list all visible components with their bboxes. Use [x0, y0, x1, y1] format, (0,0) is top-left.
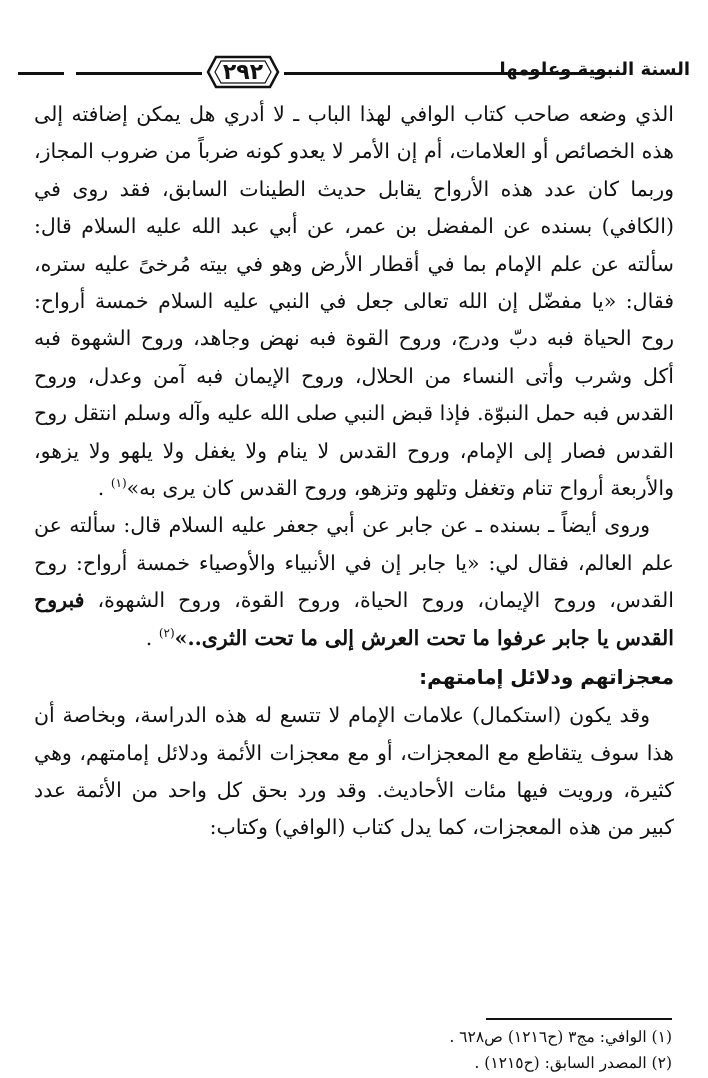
footnote-1: (١) الوافي: مج٣ (ح١٢١٦) ص٦٢٨ .	[449, 1028, 672, 1046]
running-title: السنة النبوية وعلومها	[499, 59, 690, 80]
header-rule-tip	[18, 72, 64, 75]
footnote-ref-1: (١)	[110, 476, 127, 491]
footnotes	[252, 1024, 672, 1076]
header-rule-left	[76, 72, 202, 75]
page-number-frame	[206, 54, 280, 90]
paragraph-1-text: الذي وضعه صاحب كتاب الوافي لهذا الباب ـ لا أدري هل يمكن إضافته إلى هذه الخصائص أو العلامات، أم إن الأمر لا يعدو كونه ضرباً من ضروب المجاز، وربما كان عدد هذه الأرواح يقابل حديث الطينات السابق، فقد روى في (الكافي) بسنده عن المفضل بن عمر، عن أبي عبد الله عليه السلام قال: سألته عن علم الإمام بما في أقطار الأرض وهو في بيته مُرخىً عليه ستره، فقال: «يا مفضّل إن الله تعالى جعل في النبي عليه السلام خمسة أرواح: روح الحياة فبه دبّ ودرج، وروح القوة فبه نهض وجاهد، وروح الشهوة فبه أكل وشرب وأتى النساء من الحلال، وروح الإيمان فبه آمن وعدل، وروح القدس فبه حمل النبوّة. فإذا قبض النبي صلى الله عليه وآله وسلم انتقل روح القدس فصار إلى الإمام، وروح القدس لا ينام ولا يغفل ولا يلهو ولا يزهو، والأربعة أرواح تنام وتغفل وتلهو وتزهو، وروح القدس كان يرى به»	[34, 102, 674, 501]
paragraph-2	[34, 507, 674, 657]
page-header	[18, 52, 690, 92]
paragraph-1	[34, 96, 674, 507]
paragraph-2-bold: فبروح القدس يا جابر عرفوا ما تحت العرش إلى ما تحت الثرى..»	[34, 588, 674, 650]
paragraph-1-end: .	[97, 476, 105, 501]
paragraph-3: وقد يكون (استكمال) علامات الإمام لا تتسع له هذه الدراسة، وبخاصة أن هذا سوف يتقاطع مع المعجزات، أو مع معجزات الأئمة ودلائل إمامتهم، وهي كثيرة، ورويت فيها مئات الأحاديث. وقد ورد بحق كل واحد من الأئمة عدد كبير من هذه المعجزات، كما يدل كتاب (الوافي) وكتاب:	[34, 703, 674, 840]
footnote-2: (٢) المصدر السابق: (ح١٢١٥) .	[474, 1054, 672, 1072]
page-number: ٢٩٢	[222, 59, 264, 85]
section-heading: معجزاتهم ودلائل إمامتهم:	[419, 665, 674, 690]
paragraph-2-end: .	[145, 625, 153, 650]
main-text	[34, 96, 674, 847]
paragraph-2-text: وروى أيضاً ـ بسنده ـ عن جابر عن أبي جعفر عليه السلام قال: سألته عن علم العالم، فقال لي: «يا جابر إن في الأنبياء والأوصياء خمسة أرواح: روح القدس، وروح الإيمان، وروح الحياة، وروح القوة، وروح الشهوة،	[34, 513, 674, 613]
footnote-ref-2: (٢)	[158, 625, 175, 640]
footnote-divider	[486, 1018, 672, 1020]
